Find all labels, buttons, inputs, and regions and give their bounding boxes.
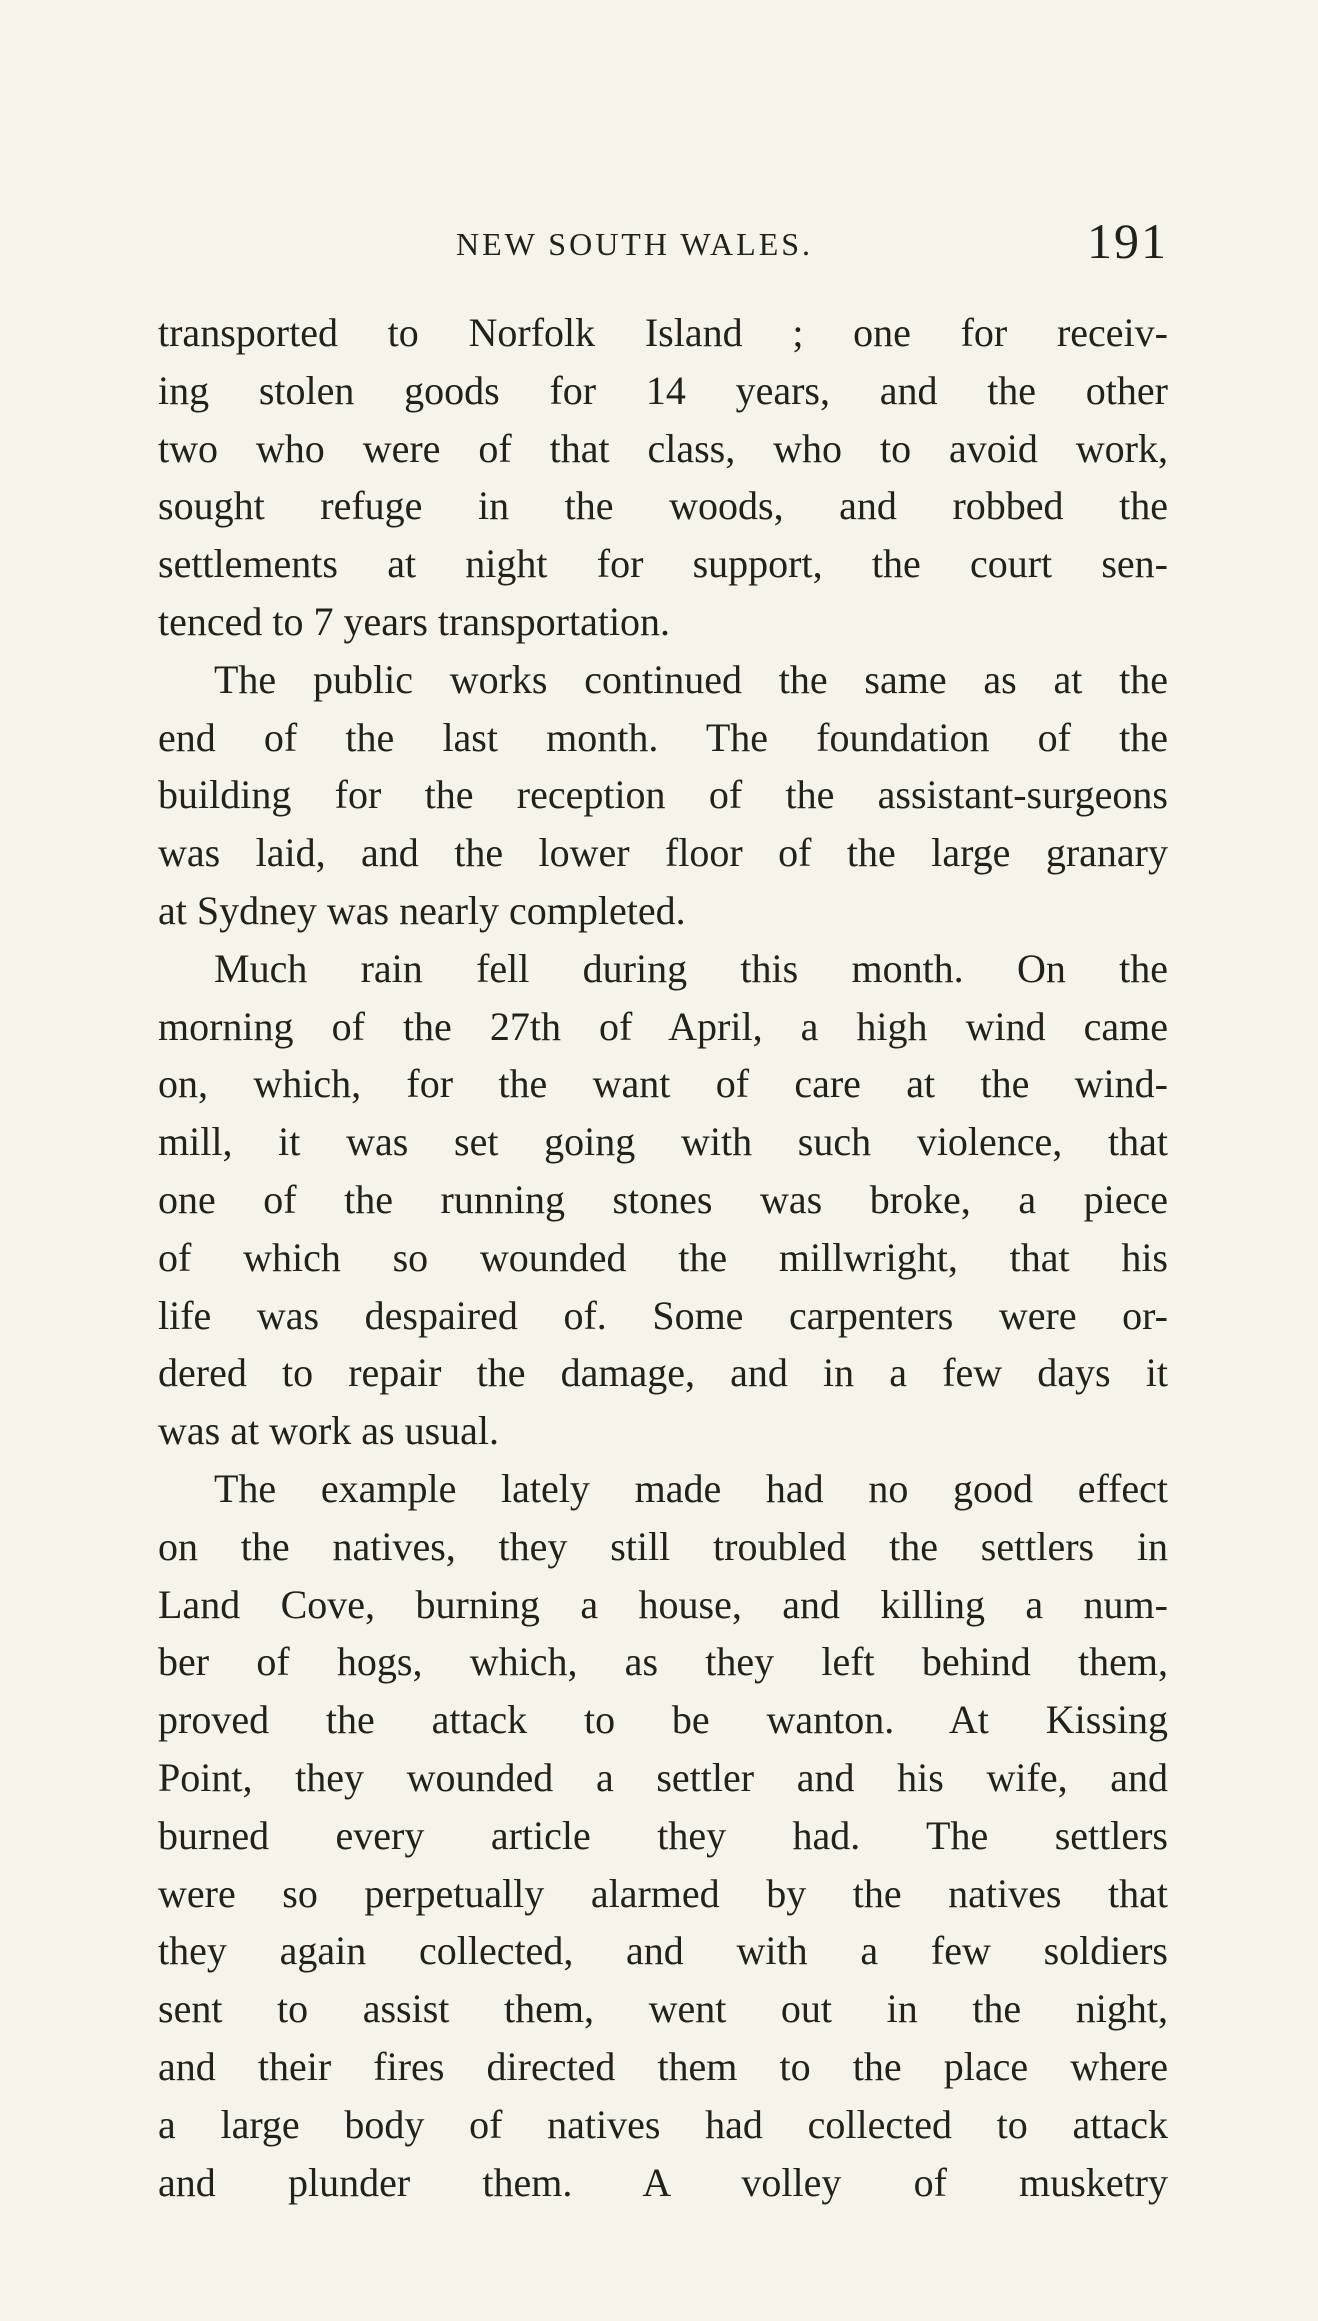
paragraph [158,304,1168,651]
text-line: mill, it was set going with such violence, that [158,1119,1168,1165]
text-line: The public works continued the same as at the [214,656,1168,702]
text-line: one of the running stones was broke, a piece [158,1176,1168,1222]
text-line: building for the reception of the assistant-surgeons [158,772,1168,818]
text-line: life was despaired of. Some carpenters were or- [158,1292,1168,1338]
text-line: ber of hogs, which, as they left behind them, [158,1639,1168,1685]
text-line: ing stolen goods for 14 years, and the other [158,367,1168,413]
text-line: was laid, and the lower floor of the large granary [158,830,1168,876]
text-line: Land Cove, burning a house, and killing a num- [158,1581,1168,1627]
text-line: proved the attack to be wanton. At Kissing [158,1697,1168,1743]
text-line: and their fires directed them to the place where [158,2043,1168,2089]
text-line: The example lately made had no good effect [214,1465,1168,1511]
text-line: Much rain fell during this month. On the [214,945,1168,991]
text-line: sent to assist them, went out in the night, [158,1986,1168,2032]
text-line: Point, they wounded a settler and his wife, and [158,1754,1168,1800]
text-line: tenced to 7 years transportation. [158,598,671,644]
text-line: at Sydney was nearly completed. [158,887,686,933]
paragraph [158,940,1168,1460]
text-line: on the natives, they still troubled the settlers in [158,1523,1168,1569]
text-line: settlements at night for support, the court sen- [158,541,1168,587]
text-line: was at work as usual. [158,1408,500,1454]
body-text [158,304,1168,2211]
page-number: 191 [1087,213,1168,269]
text-line: they again collected, and with a few soldiers [158,1928,1168,1974]
paragraph [158,1460,1168,2211]
paragraph [158,651,1168,940]
page-header [158,212,1168,272]
text-line: on, which, for the want of care at the wind- [158,1061,1168,1107]
text-line: burned every article they had. The settlers [158,1812,1168,1858]
running-head: NEW SOUTH WALES. [456,226,814,262]
text-line: of which so wounded the millwright, that his [158,1234,1168,1280]
text-line: sought refuge in the woods, and robbed the [158,483,1168,529]
text-line: transported to Norfolk Island ; one for receiv- [158,310,1168,355]
text-line: a large body of natives had collected to attack [158,2101,1168,2147]
text-line: end of the last month. The foundation of the [158,714,1168,760]
text-line: were so perpetually alarmed by the natives that [158,1870,1168,1916]
text-line: morning of the 27th of April, a high wind came [158,1003,1168,1049]
text-line: and plunder them. A volley of musketry [158,2159,1168,2205]
text-line: dered to repair the damage, and in a few days it [158,1350,1168,1396]
text-line: two who were of that class, who to avoid work, [158,425,1168,471]
